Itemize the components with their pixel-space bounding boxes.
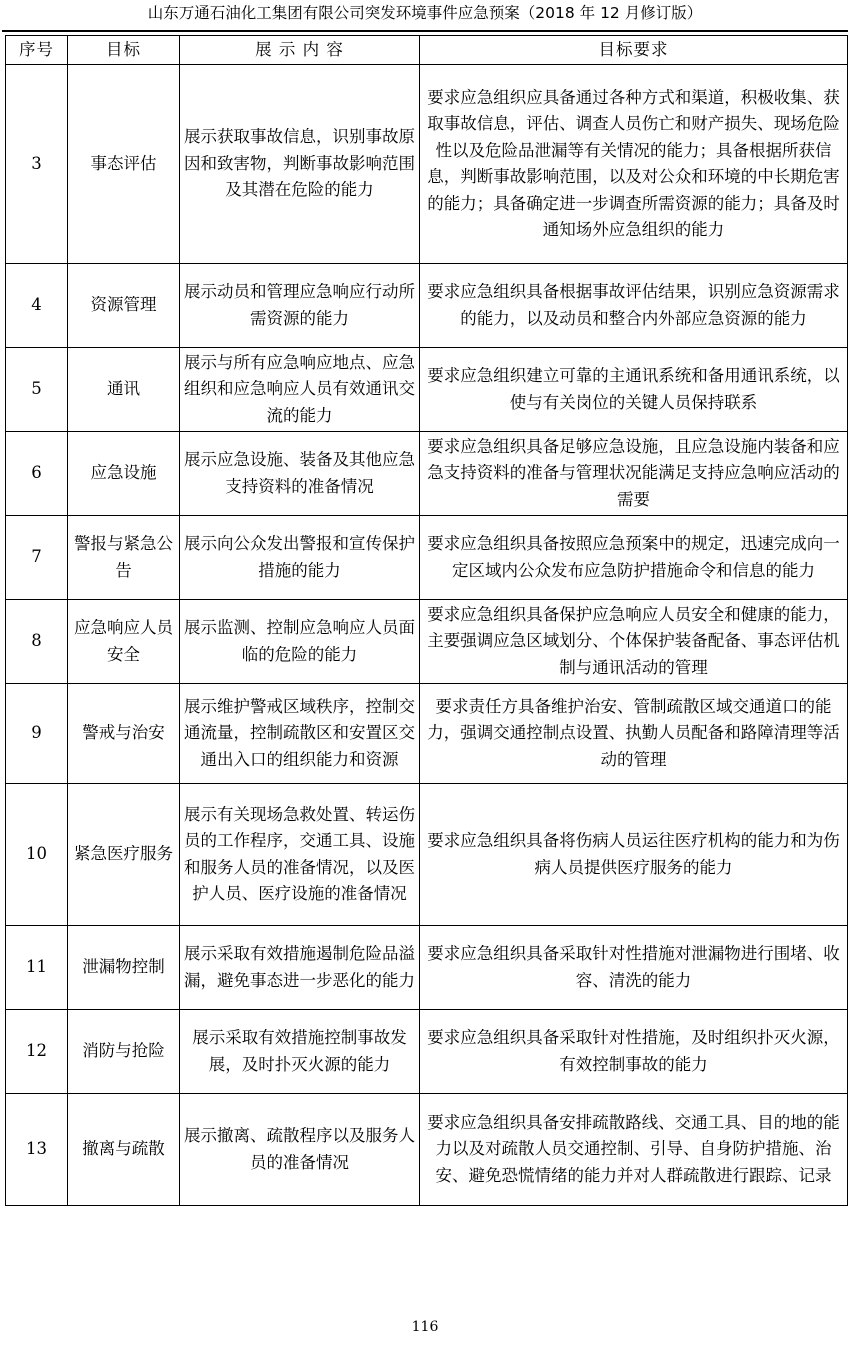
requirement-cell: 要求应急组织具备根据事故评估结果，识别应急资源需求的能力，以及动员和整合内外部应急资源的能力 bbox=[420, 264, 848, 348]
document-title: 山东万通石油化工集团有限公司突发环境事件应急预案（2018 年 12 月修订版） bbox=[147, 4, 703, 22]
target-cell: 泄漏物控制 bbox=[68, 926, 180, 1010]
target-cell: 通讯 bbox=[68, 348, 180, 432]
table-row bbox=[6, 1010, 848, 1094]
requirement-cell: 要求应急组织具备采取针对性措施，及时组织扑灭火源，有效控制事故的能力 bbox=[420, 1010, 848, 1094]
content-cell: 展示向公众发出警报和宣传保护措施的能力 bbox=[180, 516, 420, 600]
table-row bbox=[6, 516, 848, 600]
target-cell: 应急响应人员安全 bbox=[68, 600, 180, 684]
target-cell: 资源管理 bbox=[68, 264, 180, 348]
table-row bbox=[6, 926, 848, 1010]
content-cell: 展示获取事故信息，识别事故原因和致害物，判断事故影响范围及其潜在危险的能力 bbox=[180, 65, 420, 264]
column-header-content: 展 示 内 容 bbox=[180, 36, 420, 65]
content-cell: 展示与所有应急响应地点、应急组织和应急响应人员有效通讯交流的能力 bbox=[180, 348, 420, 432]
content-cell: 展示有关现场急救处置、转运伤员的工作程序，交通工具、设施和服务人员的准备情况，以及医护人员、医疗设施的准备情况 bbox=[180, 784, 420, 926]
table-row bbox=[6, 65, 848, 264]
target-cell: 警戒与治安 bbox=[68, 684, 180, 784]
target-cell: 消防与抢险 bbox=[68, 1010, 180, 1094]
requirement-cell: 要求应急组织具备保护应急响应人员安全和健康的能力，主要强调应急区域划分、个体保护装备配备、事态评估机制与通讯活动的管理 bbox=[420, 600, 848, 684]
table-body bbox=[6, 65, 848, 1206]
row-number-cell: 11 bbox=[6, 926, 68, 1010]
requirement-cell: 要求应急组织具备将伤病人员运往医疗机构的能力和为伤病人员提供医疗服务的能力 bbox=[420, 784, 848, 926]
page-header bbox=[0, 0, 850, 32]
table-row bbox=[6, 432, 848, 516]
content-cell: 展示动员和管理应急响应行动所需资源的能力 bbox=[180, 264, 420, 348]
content-cell: 展示维护警戒区域秩序，控制交通流量，控制疏散区和安置区交通出入口的组织能力和资源 bbox=[180, 684, 420, 784]
row-number-cell: 12 bbox=[6, 1010, 68, 1094]
content-cell: 展示应急设施、装备及其他应急支持资料的准备情况 bbox=[180, 432, 420, 516]
content-cell: 展示撤离、疏散程序以及服务人员的准备情况 bbox=[180, 1094, 420, 1206]
table-row bbox=[6, 684, 848, 784]
column-header-requirement: 目标要求 bbox=[420, 36, 848, 65]
requirement-cell: 要求应急组织具备安排疏散路线、交通工具、目的地的能力以及对疏散人员交通控制、引导、自身防护措施、治安、避免恐慌情绪的能力并对人群疏散进行跟踪、记录 bbox=[420, 1094, 848, 1206]
row-number-cell: 3 bbox=[6, 65, 68, 264]
requirement-cell: 要求责任方具备维护治安、管制疏散区域交通道口的能力，强调交通控制点设置、执勤人员配备和路障清理等活动的管理 bbox=[420, 684, 848, 784]
row-number-cell: 5 bbox=[6, 348, 68, 432]
table-row bbox=[6, 264, 848, 348]
requirement-cell: 要求应急组织具备足够应急设施，且应急设施内装备和应急支持资料的准备与管理状况能满足支持应急响应活动的需要 bbox=[420, 432, 848, 516]
emergency-drill-objectives-table bbox=[5, 35, 848, 1206]
target-cell: 紧急医疗服务 bbox=[68, 784, 180, 926]
content-cell: 展示监测、控制应急响应人员面临的危险的能力 bbox=[180, 600, 420, 684]
requirement-cell: 要求应急组织建立可靠的主通讯系统和备用通讯系统，以使与有关岗位的关键人员保持联系 bbox=[420, 348, 848, 432]
content-cell: 展示采取有效措施控制事故发展，及时扑灭火源的能力 bbox=[180, 1010, 420, 1094]
target-cell: 撤离与疏散 bbox=[68, 1094, 180, 1206]
requirement-cell: 要求应急组织具备按照应急预案中的规定，迅速完成向一定区域内公众发布应急防护措施命令和信息的能力 bbox=[420, 516, 848, 600]
table-header-row bbox=[6, 36, 848, 65]
table-row bbox=[6, 1094, 848, 1206]
row-number-cell: 13 bbox=[6, 1094, 68, 1206]
row-number-cell: 4 bbox=[6, 264, 68, 348]
target-cell: 应急设施 bbox=[68, 432, 180, 516]
page-number: 116 bbox=[411, 1319, 439, 1335]
row-number-cell: 7 bbox=[6, 516, 68, 600]
column-header-target: 目标 bbox=[68, 36, 180, 65]
row-number-cell: 9 bbox=[6, 684, 68, 784]
row-number-cell: 10 bbox=[6, 784, 68, 926]
target-cell: 事态评估 bbox=[68, 65, 180, 264]
row-number-cell: 6 bbox=[6, 432, 68, 516]
column-header-no: 序号 bbox=[6, 36, 68, 65]
header-divider bbox=[2, 30, 848, 32]
table-row bbox=[6, 784, 848, 926]
target-cell: 警报与紧急公告 bbox=[68, 516, 180, 600]
requirement-cell: 要求应急组织应具备通过各种方式和渠道，积极收集、获取事故信息，评估、调查人员伤亡和财产损失、现场危险性以及危险品泄漏等有关情况的能力；具备根据所获信息，判断事故影响范围，以及对公众和环境的中长期危害的能力；具备确定进一步调查所需资源的能力；具备及时通知场外应急组织的能力 bbox=[420, 65, 848, 264]
table-row bbox=[6, 348, 848, 432]
content-cell: 展示采取有效措施遏制危险品溢漏，避免事态进一步恶化的能力 bbox=[180, 926, 420, 1010]
table-row bbox=[6, 600, 848, 684]
requirement-cell: 要求应急组织具备采取针对性措施对泄漏物进行围堵、收容、清洗的能力 bbox=[420, 926, 848, 1010]
row-number-cell: 8 bbox=[6, 600, 68, 684]
